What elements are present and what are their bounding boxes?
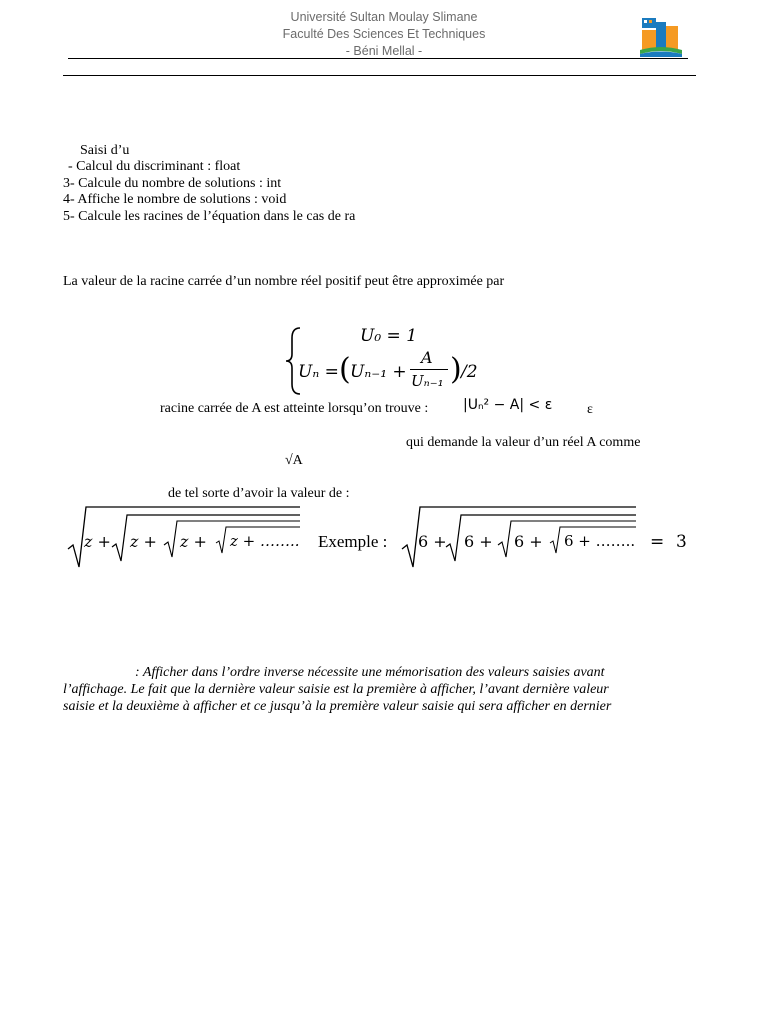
note-line-1: : Afficher dans l’ordre inverse nécessite une mémorisation des valeurs saisies avant bbox=[135, 665, 605, 680]
example-term-2: 6 + bbox=[464, 532, 493, 551]
formula-fraction-denominator: Uₙ₋₁ bbox=[411, 372, 444, 390]
header-city: - Béni Mellal - bbox=[345, 44, 423, 58]
formula-fraction-numerator: A bbox=[421, 348, 433, 367]
note-line-2: l’affichage. Le fait que la dernière valeur saisie est la première à afficher, l’avant dernière valeur bbox=[63, 682, 609, 697]
example-term-1: 6 + bbox=[418, 532, 447, 551]
general-term-4: z + …….. bbox=[230, 532, 300, 550]
example-term-4: 6 + …….. bbox=[564, 532, 636, 550]
formula-un-term: Uₙ₋₁ + bbox=[350, 362, 407, 382]
formula-paren-close: ) bbox=[450, 352, 462, 387]
request-text: qui demande la valeur d’un réel A comme bbox=[406, 435, 641, 450]
general-term-3: z + bbox=[180, 532, 207, 551]
reverse-order-note bbox=[63, 664, 683, 715]
general-term-1: z + bbox=[84, 532, 111, 551]
list-item-3: 3- Calcule du nombre de solutions : int bbox=[63, 176, 282, 191]
formula-u0: U₀ = 1 bbox=[360, 326, 418, 346]
example-label: Exemple : bbox=[318, 532, 388, 551]
formula-un-lhs: Uₙ = bbox=[298, 362, 339, 382]
nested-intro-text: de tel sorte d’avoir la valeur de : bbox=[168, 486, 350, 501]
example-result: 3 bbox=[676, 532, 687, 552]
list-item-5: 5- Calcule les racines de l’équation dans le cas de ra bbox=[63, 209, 356, 224]
left-brace-icon bbox=[284, 326, 304, 396]
header-rule-top bbox=[68, 58, 688, 59]
stop-condition-text: racine carrée de A est atteinte lorsqu’on trouve : bbox=[160, 401, 429, 416]
list-item-2: - Calcul du discriminant : float bbox=[68, 159, 241, 174]
sqrt-intro-text: La valeur de la racine carrée d’un nombre réel positif peut être approximée par bbox=[63, 274, 505, 289]
epsilon-symbol: ε bbox=[587, 402, 593, 417]
header-university: Université Sultan Moulay Slimane bbox=[290, 10, 478, 24]
formula-fraction-bar bbox=[410, 369, 448, 370]
sqrt-a-text: √A bbox=[285, 453, 303, 468]
note-line-3: saisie et la deuxième à afficher et ce jusqu’à la première valeur saisie qui sera afficher en dernier bbox=[63, 699, 612, 714]
stop-condition-formula: |Uₙ² − A| < ε bbox=[463, 397, 553, 413]
example-equals: = bbox=[650, 532, 665, 552]
header-rule-bottom bbox=[63, 75, 696, 76]
header-faculty: Faculté Des Sciences Et Techniques bbox=[282, 27, 486, 41]
list-item-4: 4- Affiche le nombre de solutions : void bbox=[63, 192, 287, 207]
list-item-1: Saisi d’u bbox=[80, 143, 130, 158]
general-term-2: z + bbox=[130, 532, 157, 551]
example-term-3: 6 + bbox=[514, 532, 543, 551]
formula-paren-open: ( bbox=[339, 352, 351, 387]
university-logo-icon bbox=[640, 16, 682, 58]
formula-div: /2 bbox=[461, 362, 478, 382]
